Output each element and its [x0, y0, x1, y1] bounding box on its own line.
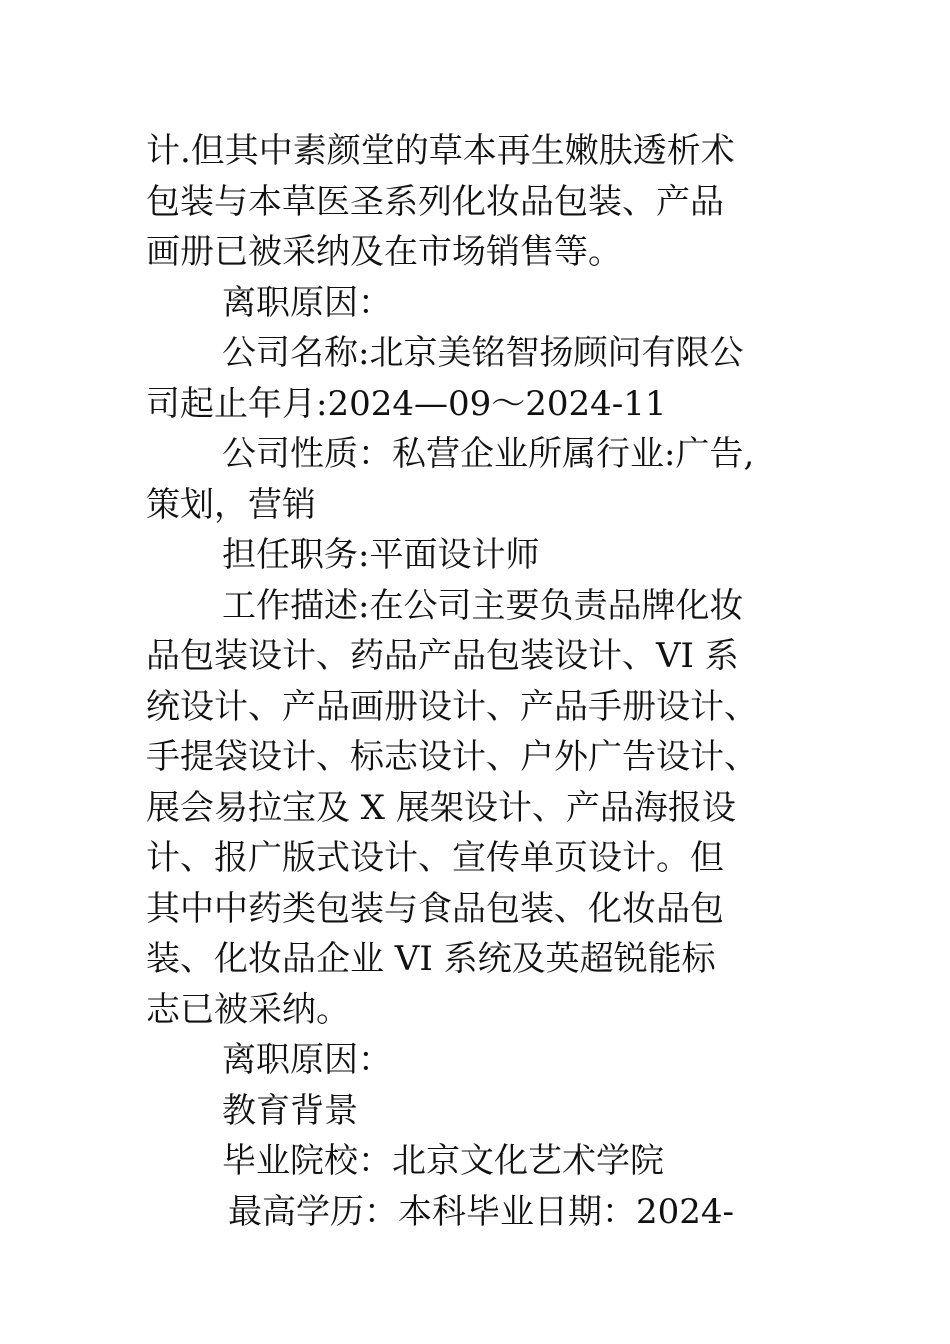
text-line: 策划，营销 [146, 484, 316, 525]
text-line: 司起止年月:2024—09～2024-11 [146, 383, 667, 424]
text-line: 展会易拉宝及 X 展架设计、产品海报设 [146, 787, 736, 828]
text-line: 公司名称:北京美铭智扬顾问有限公 [222, 333, 744, 373]
text-line: 计、报广版式设计、宣传单页设计。但 [146, 838, 724, 878]
text-line: 其中中药类包装与食品包装、化妆品包 [146, 888, 724, 929]
text-line: 公司性质：私营企业所属行业:广告, [222, 434, 755, 474]
section-heading: 教育背景 [222, 1090, 358, 1131]
text-line: 品包装设计、药品产品包装设计、VI 系 [146, 636, 739, 676]
text-line: 工作描述:在公司主要负责品牌化妆 [222, 585, 744, 626]
text-line: 离职原因： [222, 1040, 392, 1080]
text-line: 离职原因： [222, 282, 392, 323]
document-body [146, 126, 806, 1237]
text-line: 画册已被采纳及在市场销售等。 [146, 232, 622, 272]
text-line: 手提袋设计、标志设计、户外广告设计、 [146, 737, 758, 777]
text-line: 计.但其中素颜堂的草本再生嫩肤透析术 [146, 131, 735, 171]
text-line: 统设计、产品画册设计、产品手册设计、 [146, 686, 758, 727]
text-line: 包装与本草医圣系列化妆品包装、产品 [146, 181, 724, 222]
text-line: 装、化妆品企业 VI 系统及英超锐能标 [146, 939, 716, 979]
text-line: 担任职务:平面设计师 [222, 535, 540, 575]
text-line: 志已被采纳。 [146, 989, 350, 1030]
text-line: 毕业院校：北京文化艺术学院 [222, 1141, 664, 1181]
text-line: 最高学历：本科毕业日期：2024- [228, 1191, 735, 1232]
